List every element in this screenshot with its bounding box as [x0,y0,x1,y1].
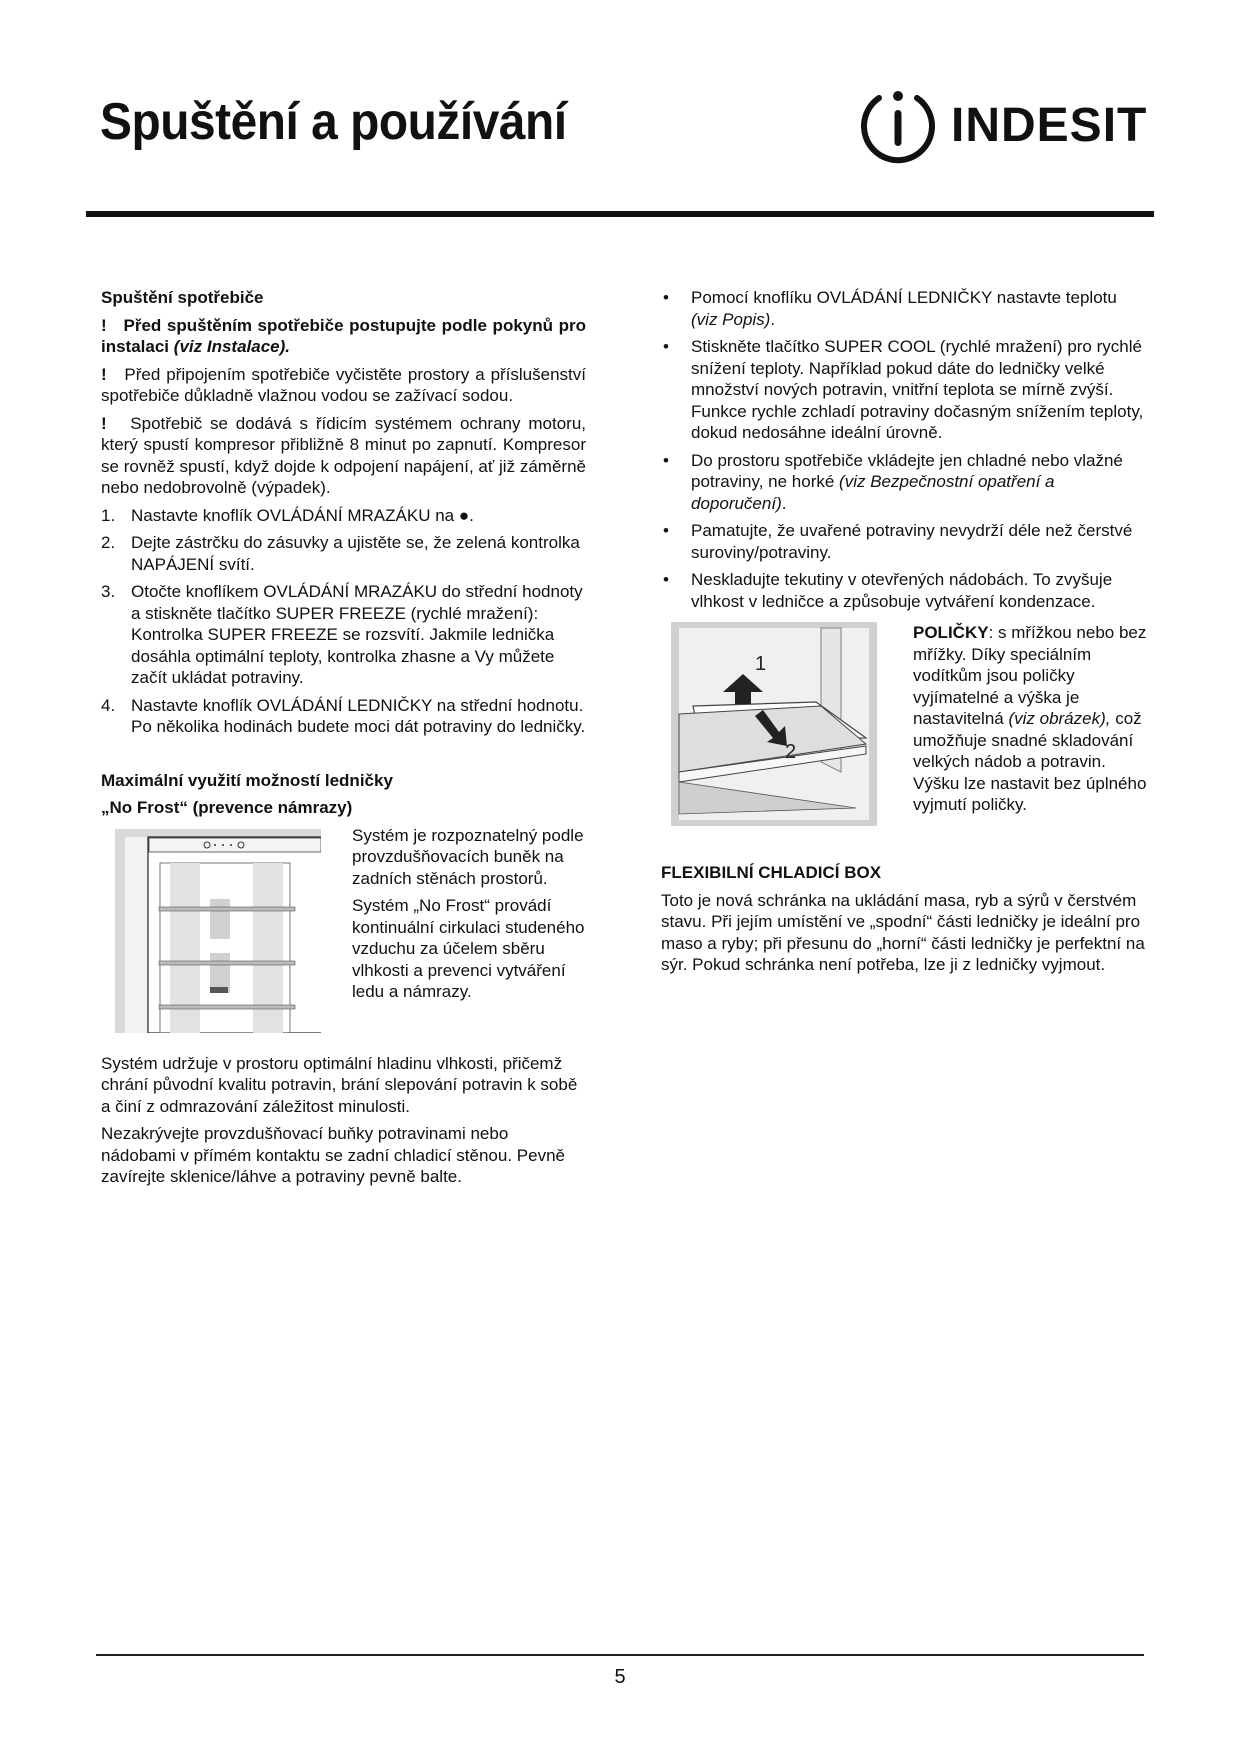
warning-install [101,315,586,358]
startup-steps [101,505,586,738]
step-item [101,695,586,738]
shelves-figure-block [661,622,1146,850]
tip-reference: (viz Popis) [691,309,771,329]
no-frost-para-2: Systém „No Frost“ provádí kontinuální cirkulaci studeného vzduchu za účelem sběru vlhkosti a prevenci vytváření ledu a námrazy. [352,896,585,1001]
tip-tail: . [770,309,776,329]
header-rule [86,211,1154,217]
fridge-interior-illustration [115,829,321,1033]
bullet-icon: • [663,337,669,356]
humidity-paragraph: Systém udržuje v prostoru optimální hladinu vlhkosti, přičemž chrání původní kvalitu potravin, brání slepování potravin k sobě a činí z odmrazování záležitost minulosti. [101,1053,578,1116]
section-heading-maximal-use: Maximální využití možností ledničky [101,770,393,790]
shelf-adjust-icon [671,622,877,826]
section-heading-start: Spuštění spotřebiče [101,288,264,307]
shelves-label: POLIČKY [913,623,989,642]
step-text: Otočte knoflíkem OVLÁDÁNÍ MRAZÁKU do střední hodnoty a stiskněte tlačítko SUPER FREEZE (rychlé mražení): Kontrolka SUPER FREEZE se rozsvítí. Jakmile lednička dosáhla optimální teploty, kontrolka zhasne a Vy můžete začít ukládat potraviny. [131,582,583,687]
bullet-icon: • [663,521,669,540]
step-number: 2. [101,533,116,552]
warning-bang: ! [101,315,107,335]
power-i-icon [855,84,941,168]
bullet-icon: • [663,570,669,589]
install-reference: (viz Instalace). [173,337,290,356]
tip-reference: (viz Bezpečnostní opatření a doporučení) [691,472,1055,513]
section-subheading-no-frost: „No Frost“ (prevence námrazy) [101,798,353,817]
step-item [101,532,586,575]
brand-wordmark: INDESIT [951,99,1148,152]
usage-tips-list [661,287,1146,612]
tip-text: Stiskněte tlačítko SUPER COOL (rychlé mražení) pro rychlé snížení teploty. Například pokud dáte do ledničky velké množství nových potravin, vnitřní teplota se mírně zvýší. Funkce rychle zchladí potraviny dočasným snížením teploty, dokud nedosáhne ideální úrovně. [691,337,1144,442]
fridge-interior-icon [115,829,321,1033]
shelves-description [913,622,1153,816]
tip-text: Pomocí knoflíku OVLÁDÁNÍ LEDNIČKY nastavte teplotu [691,288,1117,307]
warning-text: Před spuštěním spotřebiče postupujte podle pokynů pro instalaci [101,315,586,356]
tip-item [661,450,1146,515]
tip-item [661,287,1146,330]
arrow-label-2: 2 [785,741,797,763]
flexible-box-heading: FLEXIBILNÍ CHLADICÍ BOX [661,863,882,882]
warning-text: Před připojením spotřebiče vyčistěte prostory a příslušenství spotřebiče důkladně vlažnou vodou se zažívací sodou. [101,364,586,405]
warning-clean [101,364,586,407]
page-number: 5 [614,1666,626,1688]
right-column [661,287,1146,982]
shelf-illustration [671,622,877,826]
footer-rule [96,1654,1144,1656]
step-item [101,505,586,527]
tip-tail: . [781,493,787,513]
left-column [101,287,586,1194]
shelves-tail: což umožňuje snadné skladování velkých nádob a potravin. Výšku lze nastavit bez úplného vyjmutí poličky. [913,709,1147,814]
step-number: 4. [101,695,116,715]
tip-item [661,520,1146,563]
tip-item [661,569,1146,612]
no-frost-figure-block [101,825,586,1055]
bullet-icon: • [663,450,669,470]
step-text: Nastavte knoflík OVLÁDÁNÍ LEDNIČKY na střední hodnotu. Po několika hodinách budete moci dát potraviny do ledničky. [131,695,586,736]
warning-bang: ! [101,413,107,433]
step-text: Nastavte knoflík OVLÁDÁNÍ MRAZÁKU na ●. [131,505,474,525]
step-number: 1. [101,505,116,525]
step-text: Dejte zástrčku do zásuvky a ujistěte se, že zelená kontrolka NAPÁJENÍ svítí. [131,533,580,574]
no-frost-description [352,825,592,1009]
shelves-text: : s mřížkou nebo bez mřížky. Díky speciálním vodítkům jsou poličky vyjímatelné a výška je nastavitelná [913,623,1147,728]
shelves-reference: (viz obrázek), [1008,709,1111,728]
step-item [101,581,586,689]
warning-text: Spotřebič se dodává s řídicím systémem ochrany motoru, který spustí kompresor přibližně 8 minut po zapnutí. Kompresor se rovněž spustí, když dojde k odpojení napájení, ať již záměrně nebo nedobrovolně (výpadek). [101,413,586,497]
flexible-box-text: Toto je nová schránka na ukládání masa, ryb a sýrů v čerstvém stavu. Při jejím umístění ve „spodní“ části ledničky je ideální pro maso a ryby; při přesunu do „horní“ části ledničky je perfektní na sýr. Pokud schránka není potřeba, lze ji z ledničky vyjmout. [661,890,1145,974]
warning-motor [101,413,586,499]
tip-text: Do prostoru spotřebiče vkládejte jen chladné nebo vlažné potraviny, ne horké [691,450,1123,491]
tip-text: Pamatujte, že uvařené potraviny nevydrží déle než čerstvé suroviny/potraviny. [691,521,1133,562]
indesit-logo [855,84,1148,168]
no-frost-para-1: Systém je rozpoznatelný podle provzdušňovacích buněk na zadních stěnách prostorů. [352,825,584,888]
tip-item [661,336,1146,444]
step-number: 3. [101,582,116,601]
warning-bang: ! [101,364,107,384]
tip-text: Neskladujte tekutiny v otevřených nádobách. To zvyšuje vlhkost v ledničce a způsobuje vytváření kondenzace. [691,570,1113,611]
bullet-icon: • [663,288,669,307]
page-title: Spuštění a používání [100,93,567,151]
ventilation-paragraph: Nezakrývejte provzdušňovací buňky potravinami nebo nádobami v přímém kontaktu se zadní chladicí stěnou. Pevně zavírejte sklenice/láhve a potraviny pevně balte. [101,1124,565,1186]
arrow-label-1: 1 [755,653,767,675]
